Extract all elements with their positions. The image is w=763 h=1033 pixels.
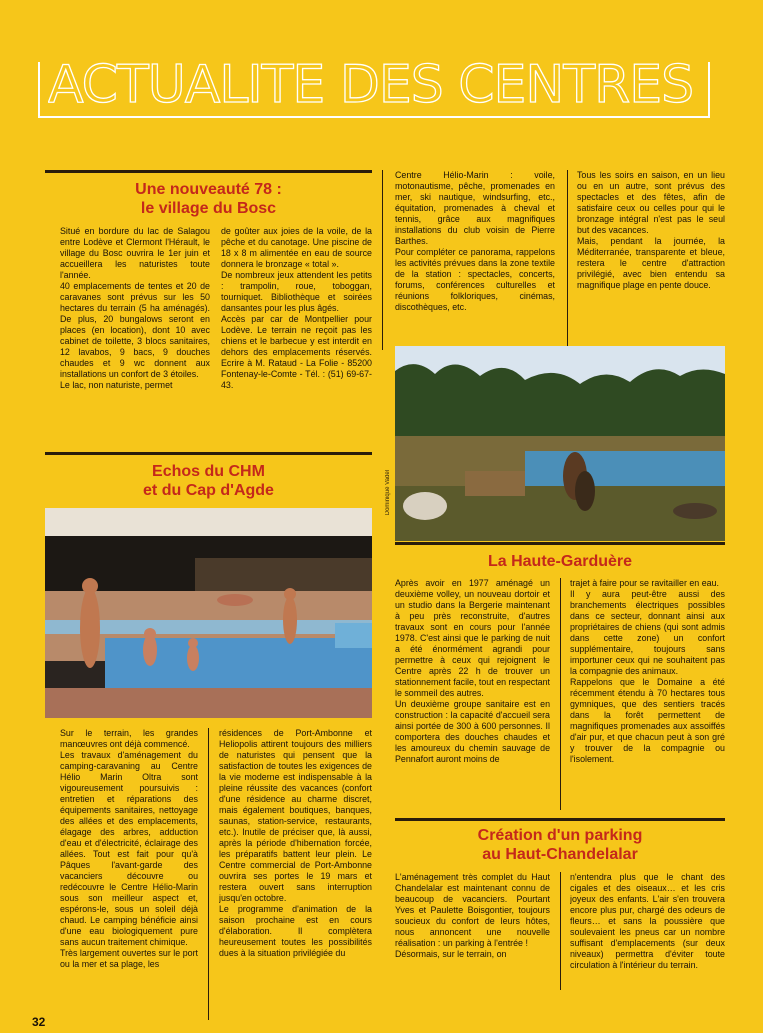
article-helio-col4: Tous les soirs en saison, en un lieu ou en un autre, sont prévus des spectacles et des fêtes, afin de satisfaire ceux ou celles pour qui le bronzage intégral n'est pas le seul but des vacances. Mais, pendant la journée, la Méditerranée, transparente et bleue, restera le centre d'attraction privilégié, avec bien entendu sa magnifique plage en pente douce. (577, 170, 725, 290)
column-divider (567, 170, 568, 348)
page-number: 32 (32, 1015, 46, 1029)
photo-garduere-pool (395, 346, 725, 541)
headline-garduere: La Haute-Garduère (487, 553, 633, 570)
article-parking-col1: L'aménagement très complet du Haut Chandelalar est maintenant connu de beaucoup de vacanciers. Pourtant Yves et Paulette Boisgontier, toujours soucieux du confort de leurs hôtes, nous annoncent une nouvelle réalisation : un parking à l'entrée ! Désormais, sur le terrain, on (395, 872, 550, 959)
divider (395, 542, 725, 545)
article-garduere-col1: Après avoir en 1977 aménagé un deuxième volley, un nouveau dortoir et un studio dans la Bergerie maintenant à peu près reconstruite, d'autres travaux sont en cours pour l'année 1978. C'est ainsi que le parking de nuit a été énormément agrandi pour permettre à ceux qui rejoignent le Centre après 22 h de trouver un stationnement facile, tout en respectant le sommeil des autres. Un deuxième groupe sanitaire est en construction : la capacité d'accueil sera ainsi portée de 300 à 600 personnes. Il comportera des douches chaudes et les amoureux du chemin sauvage de Pennafort auront moins de (395, 578, 550, 764)
article-helio-col3: Centre Hélio-Marin : voile, motonautisme, pêche, promenades en mer, ski nautique, windsurfing, etc., équitation, promenades à cheval et tennis, grâce aux magnifiques installations du club voisin de Pierre Barthes. Pour compléter ce panorama, rappelons les activités prévues dans la zone textile de la station : spectacles, concerts, forums, conférences culturelles et réunions folkloriques, cinémas, discothèques, etc. (395, 170, 555, 312)
article-chm-col2: résidences de Port-Ambonne et Heliopolis attirent toujours des milliers de naturistes qui pensent que la satisfaction de toutes les exigences de la vie moderne est indispensable à la pleine réussite des vacances (confort d'une résidence au charme discret, mais également boutiques, banques, saunas, station-service, restaurants, etc.). Inutile de préciser que, là aussi, après la période d'hibernation forcée, les préparatifs battent leur plein. Le Centre commercial de Port-Ambonne ouvrira ses portes le 19 mars et restera ouvert sans interruption jusqu'en octobre. Le programme d'animation de la saison prochaine est en cours d'élaboration. Il complètera heureusement toutes les possibilités dues à la situation privilégiée du (219, 728, 372, 958)
divider (395, 818, 725, 821)
article-chm-col1: Sur le terrain, les grandes manœuvres ont déjà commencé. Les travaux d'aménagement du camping-caravaning au Centre Hélio Marin Oltra sont vigoureusement poursuivis : entretien et réparations des équipements sanitaires, nettoyage des allées et des emplacements, élagage des arbres, adduction d'eau et d'électricité, éclairage des allées. Tout est fait pour qu'à Pâques l'avant-garde des vacanciers découvre ou redécouvre le Centre Hélio-Marin sous son meilleur aspect et, espérons-le, sous un soleil déjà chaud. Le camping bénéficie ainsi d'une eau biologiquement pure sans aucun traitement chimique. Très largement ouvertes sur le port ou la mer et sa plage, les (60, 728, 198, 969)
article-garduere-col2: trajet à faire pour se ravitailler en eau. Il y aura peut-être aussi des branchements électriques possibles dans ce secteur, donnant ainsi aux propriétaires de chiens (qui sont admis dans cette zone) un confort supplémentaire, toujours sans importuner ceux qui ne souhaitent pas la compagnie des animaux. Rappelons que le Domaine a été récemment étendu à 70 hectares tous gymniques, que des sentiers tracés dans la forêt permettent de magnifiques promenades aux assoiffés d'air pur, et que chacun peut à son gré y trouver de la compagnie ou l'isolement. (570, 578, 725, 764)
divider (45, 452, 372, 455)
article-bosc-col1: Situé en bordure du lac de Salagou entre Lodève et Clermont l'Hérault, le village du Bosc ouvrira le 1er juin et accueillera les naturistes toute l'année. 40 emplacements de tentes et 20 de caravanes sont prévus sur les 50 hectares du terrain (5 ha aménagés). De plus, 20 bungalows seront en places (en location), dont 10 avec cabinet de toilette, 3 blocs sanitaires, 12 lavabos, 9 bacs, 9 douches chaudes et 9 wc donnent aux installations un confort de 3 étoiles. Le lac, non naturiste, permet (60, 226, 210, 390)
column-divider (208, 728, 209, 1020)
article-bosc-col2: de goûter aux joies de la voile, de la pêche et du canotage. Une piscine de 18 x 8 m alimentée en eau de source donnera le bronzage « total ». De nombreux jeux attendent les petits : trampolin, roue, toboggan, tourniquet. Bibliothèque et soirées dansantes pour les plus âgés. Accès par car de Montpellier pour Lodève. Le terrain ne reçoit pas les chiens et le barbecue y est interdit en dehors des emplacements réservés. Ecrire à M. Rataud - La Folie - 85200 Fontenay-le-Comte - Tél. : (51) 69-67-43. (221, 226, 372, 390)
column-divider (382, 170, 383, 350)
section-title: ACTUALITE DES CENTRES (48, 55, 694, 115)
column-divider (560, 872, 561, 990)
article-parking-col2: n'entendra plus que le chant des cigales et des oiseaux… et les cris joyeux des enfants. L'air s'en trouvera encore plus pur, chargé des odeurs de fleurs… et sans la poussière que soulevaient les pneus car un nombre suffisant d'emplacements (sur deux niveaux) permettra d'éviter toute circulation à l'intérieur du terrain. (570, 872, 725, 970)
headline-bosc: Une nouveauté 78 : le village du Bosc (135, 181, 282, 217)
headline-chm: Echos du CHM et du Cap d'Agde (143, 463, 274, 499)
divider (45, 170, 372, 173)
photo-chm-pool (45, 508, 372, 718)
headline-parking: Création d'un parking au Haut-Chandelalar (477, 827, 643, 863)
column-divider (560, 578, 561, 810)
photo-credit: Dominique Vadel (385, 470, 391, 516)
